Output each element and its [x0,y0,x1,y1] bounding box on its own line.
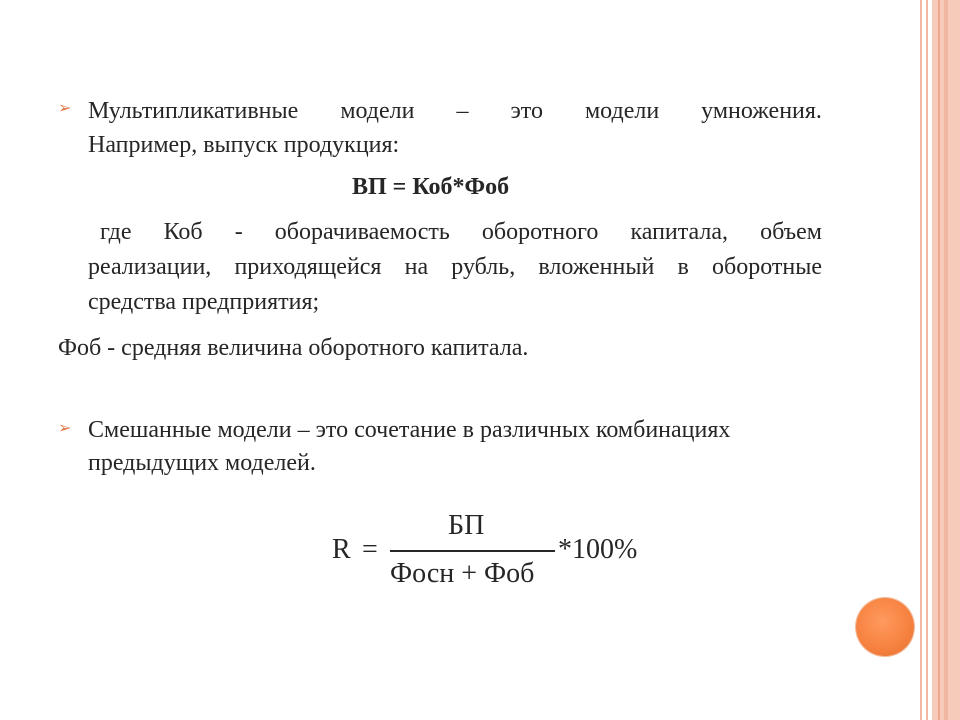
text-word: умножения. [701,98,822,124]
text-word: модели [584,98,660,124]
bullet-arrow-icon: ➢ [58,418,72,437]
fob-definition: Фоб - средняя величина оборотного капитала. [58,335,529,361]
formula-vp: ВП = Коб*Фоб [352,174,510,200]
fraction-bar [390,550,555,552]
where-line2: реализации, приходящейся на рубль, вложенный в оборотные [88,254,822,280]
decor-orange-circle [856,598,914,656]
formula-suffix: *100% [558,534,638,565]
where-line1: где Коб - оборачиваемость оборотного капитала, объем [100,219,822,245]
text-word: – [456,98,469,124]
formula-eq: = [362,534,378,565]
where-line3: средства предприятия; [88,289,320,315]
text-word: Мультипликативные [88,98,299,124]
formula-denominator: Фосн + Фоб [390,558,535,589]
bullet1-line1 [88,94,822,128]
bullet1-line2: Например, выпуск продукция: [88,132,400,158]
bullet2-line2: предыдущих моделей. [88,450,316,476]
formula-r [330,510,660,600]
bullet2-line1: Смешанные модели – это сочетание в различных комбинациях [88,417,731,443]
formula-numerator: БП [448,510,485,541]
text-word: это [510,98,543,124]
bullet-arrow-icon: ➢ [58,98,72,117]
text-word: модели [340,98,415,124]
formula-lhs: R [332,534,351,565]
